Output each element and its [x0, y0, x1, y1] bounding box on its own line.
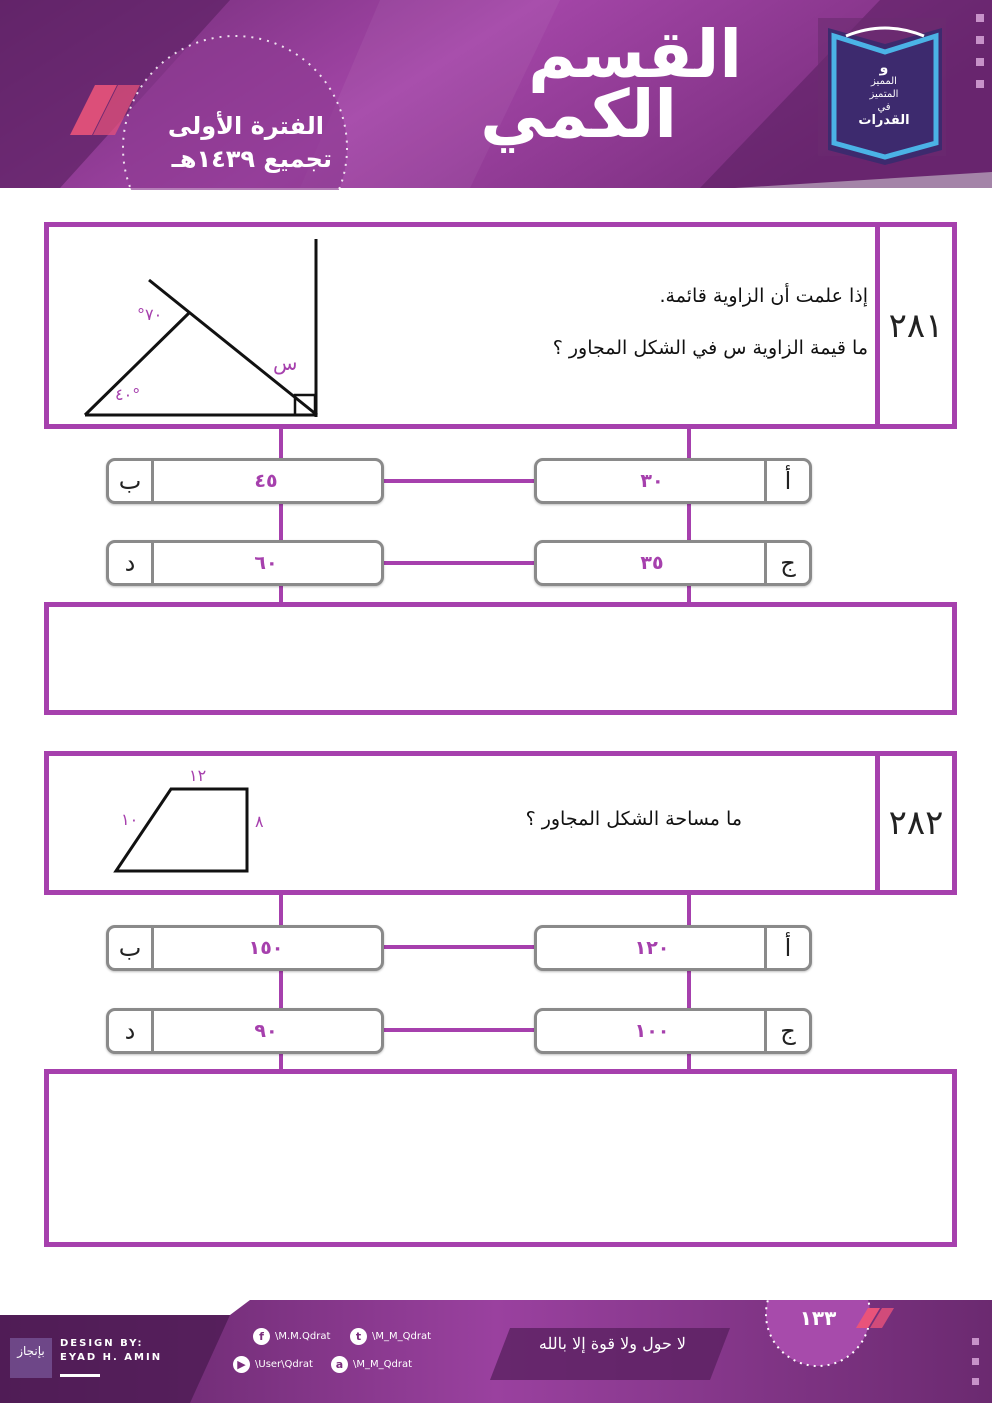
option-value: ٩٠ — [254, 1020, 278, 1042]
option-c[interactable] — [534, 1008, 812, 1054]
page-header — [0, 0, 992, 190]
side-label-right: ٨ — [255, 812, 264, 831]
question-card-281 — [44, 222, 957, 429]
twitter-link[interactable] — [350, 1328, 431, 1345]
question-card-282 — [44, 751, 957, 895]
connector-line — [384, 479, 534, 483]
twitter-icon: t — [350, 1328, 367, 1345]
connector-line — [384, 1028, 534, 1032]
option-a[interactable] — [534, 458, 812, 504]
header-title-line2: الكمي — [480, 76, 677, 153]
answer-box-281[interactable] — [44, 602, 957, 715]
ask-handle: \M_M_Qdrat — [353, 1359, 413, 1370]
option-letter: أ — [764, 928, 809, 968]
option-d[interactable] — [106, 540, 384, 586]
option-value: ٣٥ — [640, 552, 664, 574]
option-value: ٤٥ — [254, 470, 278, 492]
ask-icon: a — [331, 1356, 348, 1373]
logo-text-distinguished: المميز — [871, 76, 897, 87]
connector-line — [384, 945, 534, 949]
angle-label-40: ٤٠° — [115, 385, 141, 404]
question-number: ٢٨٢ — [875, 756, 952, 890]
angle-label-x: س — [273, 351, 298, 375]
question-text-line2: ما قيمة الزاوية س في الشكل المجاور ؟ — [552, 337, 868, 359]
angle-label-70: °٧٠ — [137, 305, 163, 324]
option-letter: د — [109, 1011, 154, 1051]
youtube-icon: ▶ — [233, 1356, 250, 1373]
youtube-handle: \User\Qdrat — [255, 1359, 313, 1370]
facebook-icon: f — [253, 1328, 270, 1345]
option-c[interactable] — [534, 540, 812, 586]
design-by-label: DESIGN BY: — [60, 1338, 144, 1349]
question-number: ٢٨١ — [875, 227, 952, 424]
header-title-line1: القسم — [528, 16, 742, 93]
collection-label: تجميع ١٤٣٩هـ — [171, 145, 332, 173]
option-letter: ب — [109, 928, 154, 968]
ask-link[interactable] — [331, 1356, 412, 1373]
connector-line — [384, 561, 534, 565]
logo-text-in: في — [877, 102, 891, 113]
option-value: ١٢٠ — [634, 937, 670, 959]
logo-text-and: و — [879, 60, 889, 76]
youtube-link[interactable] — [233, 1356, 313, 1373]
option-letter: أ — [764, 461, 809, 501]
facebook-handle: \M.M.Qdrat — [275, 1331, 331, 1342]
side-label-top: ١٢ — [189, 766, 207, 785]
facebook-link[interactable] — [253, 1328, 330, 1345]
option-d[interactable] — [106, 1008, 384, 1054]
question-text-line1: إذا علمت أن الزاوية قائمة. — [659, 285, 868, 307]
calligraphy-text: لا حول ولا قوة إلا بالله — [538, 1334, 687, 1353]
option-value: ٣٠ — [640, 470, 664, 492]
option-letter: د — [109, 543, 154, 583]
option-letter: ب — [109, 461, 154, 501]
logo-text — [848, 62, 920, 142]
answer-box-282[interactable] — [44, 1069, 957, 1247]
designer-signature: بإنجاز — [17, 1344, 45, 1358]
logo-text-abilities: القدرات — [858, 113, 910, 128]
page-footer — [0, 1300, 992, 1403]
period-label: الفترة الأولى — [167, 112, 324, 140]
option-b[interactable] — [106, 925, 384, 971]
trapezoid-figure — [104, 781, 254, 881]
option-value: ١٠٠ — [634, 1020, 670, 1042]
logo-text-excellent: المتميز — [869, 89, 899, 100]
page-number: ١٣٣ — [799, 1306, 837, 1330]
option-a[interactable] — [534, 925, 812, 971]
option-value: ٦٠ — [254, 552, 278, 574]
side-label-left: ١٠ — [121, 810, 139, 829]
option-b[interactable] — [106, 458, 384, 504]
question-text-line1: ما مساحة الشكل المجاور ؟ — [525, 808, 742, 830]
designer-name: EYAD H. AMIN — [60, 1352, 163, 1363]
twitter-handle: \M_M_Qdrat — [372, 1331, 432, 1342]
option-letter: ج — [764, 543, 809, 583]
option-letter: ج — [764, 1011, 809, 1051]
option-value: ١٥٠ — [248, 937, 284, 959]
